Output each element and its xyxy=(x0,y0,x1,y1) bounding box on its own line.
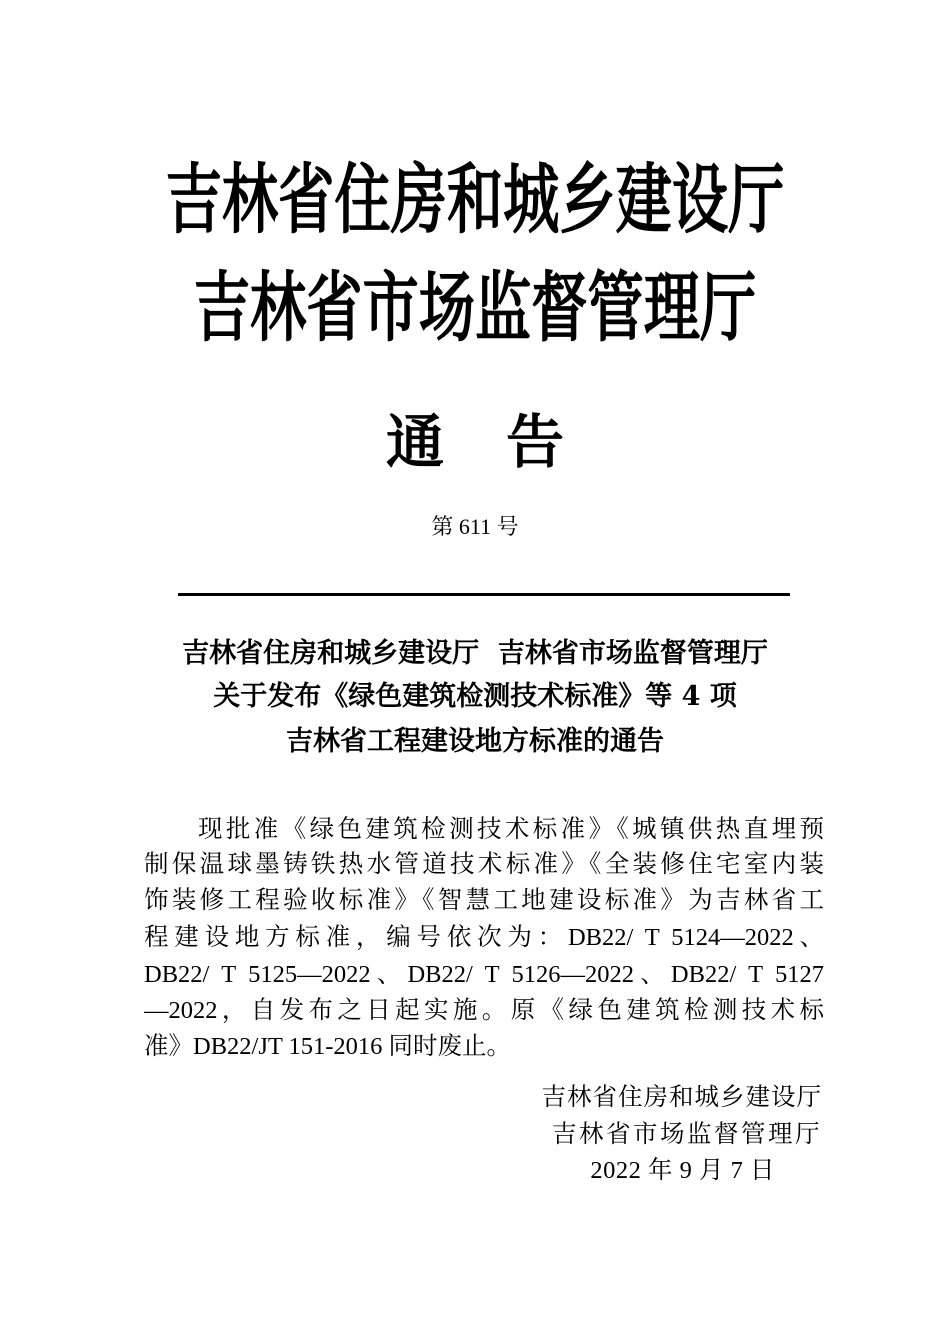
body-text-line: DB22/ T 5125—2022、DB22/ T 5126—2022、DB22/ T 5127 xyxy=(144,961,824,988)
header-divider xyxy=(178,593,790,596)
notice-title-line-3: 吉林省工程建设地方标准的通告 xyxy=(286,726,664,757)
body-text-line: —2022，自发布之日起实施。原《绿色建筑检测技术标 xyxy=(144,997,824,1024)
body-text-line: 饰装修工程验收标准》《智慧工地建设标准》为吉林省工 xyxy=(144,887,824,914)
document-number: 第 611 号 xyxy=(431,514,519,539)
body-text-line: 程建设地方标准，编号依次为：DB22/ T 5124—2022、 xyxy=(144,924,824,951)
body-text-line: 制保温球墨铸铁热水管道技术标准》《全装修住宅室内装 xyxy=(144,851,824,878)
signature-org-2: 吉林省市场监督管理厅 xyxy=(552,1121,822,1148)
signature-org-1: 吉林省住房和城乡建设厅 xyxy=(541,1084,822,1111)
notice-title-line-1: 吉林省住房和城乡建设厅 吉林省市场监督管理厅 xyxy=(182,638,768,669)
signature-date: 2022 年 9 月 7 日 xyxy=(590,1157,775,1184)
notice-title-line-2: 关于发布《绿色建筑检测技术标准》等 4 项 xyxy=(213,681,737,712)
issuer-name-2: 吉林省市场监督管理厅 xyxy=(193,263,757,352)
issuer-name-1: 吉林省住房和城乡建设厅 xyxy=(165,155,785,244)
body-text-line: 准》DB22/JT 151-2016 同时废止。 xyxy=(144,1033,512,1060)
body-text-line: 现批准《绿色建筑检测技术标准》《城镇供热直埋预 xyxy=(198,816,824,843)
document-type-heading: 通告 xyxy=(385,408,626,476)
